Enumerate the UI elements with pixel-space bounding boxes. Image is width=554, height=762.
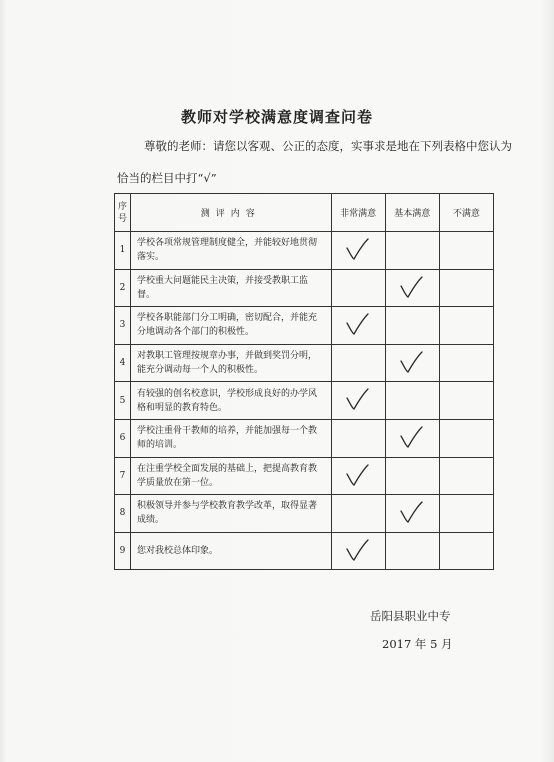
cell-basically-satisfied[interactable] xyxy=(385,307,439,345)
row-number-text: 6 xyxy=(119,433,126,444)
row-item xyxy=(131,382,332,420)
row-number-text: 3 xyxy=(119,320,126,331)
cell-dissatisfied[interactable] xyxy=(439,232,493,270)
cell-basically-satisfied[interactable] xyxy=(385,269,439,307)
table-row xyxy=(115,532,494,570)
table-row xyxy=(115,344,494,382)
header-no-line1: 序 xyxy=(118,201,128,212)
intro-line-1: 尊敬的老师：请您以客观、公正的态度，实事求是地在下列表格中您认为 xyxy=(144,139,512,153)
cell-very-satisfied[interactable] xyxy=(331,382,385,420)
footer-organization: 岳阳县职业中专 xyxy=(370,609,451,623)
table-row xyxy=(115,419,494,457)
row-number-text: 4 xyxy=(119,358,126,369)
cell-dissatisfied[interactable] xyxy=(439,382,493,420)
header-dissatisfied: 不满意 xyxy=(439,194,493,232)
header-row xyxy=(115,194,494,232)
row-number xyxy=(115,307,131,345)
document-title: 教师对学校满意度调查问卷 xyxy=(180,108,373,126)
row-item-text: 有较强的创名校意识，学校形成良好的办学风格和明显的教育特色。 xyxy=(137,388,318,413)
row-item-text: 对教职工管理按规章办事，并做到奖罚分明，能充分调动每一个人的积极性。 xyxy=(137,351,318,376)
cell-dissatisfied[interactable] xyxy=(439,457,493,495)
cell-dissatisfied[interactable] xyxy=(439,344,493,382)
row-number-text: 1 xyxy=(119,245,126,256)
handwritten-check-icon xyxy=(398,424,424,450)
table-row xyxy=(115,269,494,307)
row-item xyxy=(131,269,332,307)
handwritten-check-icon xyxy=(344,236,370,262)
cell-very-satisfied[interactable] xyxy=(331,457,385,495)
survey-rows xyxy=(115,232,494,570)
cell-dissatisfied[interactable] xyxy=(439,419,493,457)
row-number xyxy=(115,232,131,270)
cell-very-satisfied[interactable] xyxy=(331,495,385,533)
row-item-text: 您对我校总体印象。 xyxy=(137,546,219,557)
header-item: 测评内容 xyxy=(131,194,332,232)
cell-basically-satisfied[interactable] xyxy=(385,382,439,420)
row-number-text: 5 xyxy=(119,395,126,406)
table-row xyxy=(115,232,494,270)
row-number-text: 8 xyxy=(119,508,126,519)
row-item xyxy=(131,419,332,457)
header-no-line2: 号 xyxy=(118,213,128,224)
row-number-text: 9 xyxy=(119,546,126,557)
cell-dissatisfied[interactable] xyxy=(439,307,493,345)
row-number xyxy=(115,382,131,420)
survey-table xyxy=(114,193,494,570)
row-number xyxy=(115,532,131,570)
table-row xyxy=(115,307,494,345)
row-item-text: 学校重大问题能民主决策，并接受教职工监督。 xyxy=(137,275,309,300)
row-number xyxy=(115,269,131,307)
row-number xyxy=(115,419,131,457)
cell-basically-satisfied[interactable] xyxy=(385,457,439,495)
row-item-text: 积极领导并参与学校教育教学改革，取得显著成绩。 xyxy=(137,501,318,526)
row-number-text: 7 xyxy=(119,470,126,481)
row-number xyxy=(115,344,131,382)
cell-basically-satisfied[interactable] xyxy=(385,495,439,533)
cell-dissatisfied[interactable] xyxy=(439,269,493,307)
cell-dissatisfied[interactable] xyxy=(439,532,493,570)
header-no xyxy=(115,194,131,232)
row-item-text: 学校各项常规管理制度健全，并能较好地贯彻落实。 xyxy=(137,238,318,263)
handwritten-check-icon xyxy=(344,386,370,412)
cell-basically-satisfied[interactable] xyxy=(385,344,439,382)
cell-very-satisfied[interactable] xyxy=(331,307,385,345)
cell-basically-satisfied[interactable] xyxy=(385,232,439,270)
handwritten-check-icon xyxy=(344,537,370,563)
row-item xyxy=(131,307,332,345)
row-number xyxy=(115,495,131,533)
intro-line-2: 恰当的栏目中打“√” xyxy=(117,171,217,185)
header-very-satisfied: 非常满意 xyxy=(331,194,385,232)
row-item-text: 学校注重骨干教师的培养，并能加强每一个教师的培训。 xyxy=(137,426,318,451)
row-item xyxy=(131,344,332,382)
cell-very-satisfied[interactable] xyxy=(331,419,385,457)
handwritten-check-icon xyxy=(344,462,370,488)
cell-very-satisfied[interactable] xyxy=(331,532,385,570)
cell-basically-satisfied[interactable] xyxy=(385,419,439,457)
header-basically-satisfied: 基本满意 xyxy=(385,194,439,232)
handwritten-check-icon xyxy=(398,274,424,300)
row-number xyxy=(115,457,131,495)
handwritten-check-icon xyxy=(344,311,370,337)
handwritten-check-icon xyxy=(398,499,424,525)
row-item xyxy=(131,457,332,495)
table-row xyxy=(115,382,494,420)
row-number-text: 2 xyxy=(119,282,126,293)
cell-very-satisfied[interactable] xyxy=(331,269,385,307)
row-item xyxy=(131,232,332,270)
row-item xyxy=(131,495,332,533)
cell-very-satisfied[interactable] xyxy=(331,232,385,270)
row-item xyxy=(131,532,332,570)
table-row xyxy=(115,495,494,533)
table-row xyxy=(115,457,494,495)
footer-date: 2017 年 5 月 xyxy=(382,637,453,651)
cell-basically-satisfied[interactable] xyxy=(385,532,439,570)
row-item-text: 学校各职能部门分工明确，密切配合，并能充分地调动各个部门的积极性。 xyxy=(137,313,318,338)
handwritten-check-icon xyxy=(398,349,424,375)
cell-very-satisfied[interactable] xyxy=(331,344,385,382)
row-item-text: 在注重学校全面发展的基础上，把提高教育教学质量放在第一位。 xyxy=(137,463,318,488)
cell-dissatisfied[interactable] xyxy=(439,495,493,533)
